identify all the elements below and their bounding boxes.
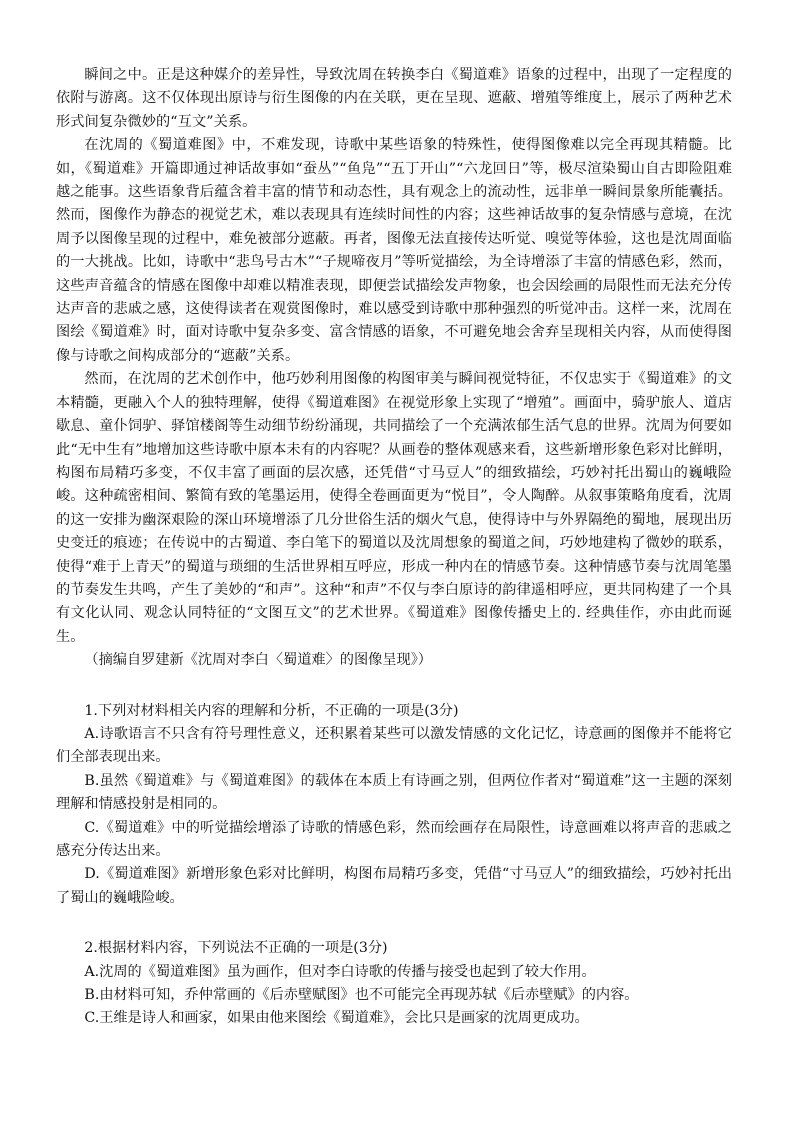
option-b: B.由材料可知，乔仲常画的《后赤壁赋图》也不可能完全再现苏轼《后赤壁赋》的内容。 bbox=[84, 987, 639, 1004]
option-c: C.王维是诗人和画家，如果由他来图绘《蜀道难》，会比只是画家的沈周更成功。 bbox=[84, 1010, 589, 1027]
article-source: （摘编自罗建新《沈周对李白〈蜀道难〉的图像呈现》） bbox=[84, 652, 432, 669]
spacer bbox=[56, 673, 732, 700]
article-paragraph-2: 在沈周的《蜀道难图》中，不难发现，诗歌中某些语象的特殊性，使得图像难以完全再现其精髓。比如，《蜀道难》开篇即通过神话故事如“蚕丛”“鱼凫”“五丁开山”“六龙回日”等，极尽渲染蜀山自古即险阻难越之能事。这些语象背后蕴含着丰富的情节和动态性，具有观念上的流动性，远非单一瞬间景象所能囊括。然而，图像作为静态的视觉艺术，难以表现具有连续时间性的内容；这些神话故事的复杂情感与意境，在沈周予以图像呈现的过程中，难免被部分遮蔽。再者，图像无法直接传达听觉、嗅觉等体验，这也是沈周面临的一大挑战。比如，诗歌中“悲鸟号古木”“子规啼夜月”等听觉描绘，为全诗增添了丰富的情感色彩，然而，这些声音蕴含的情感在图像中却难以精准表现，即便尝试描绘发声物象，也会因绘画的局限性而无法充分传达声音的悲戚之感，这使得读者在观赏图像时，难以感受到诗歌中那种强烈的听觉冲击。这样一来，沈周在图绘《蜀道难》时，面对诗歌中复杂多变、富含情感的语象，不可避免地会舍弃呈现相关内容，从而使得图像与诗歌之间构成部分的“遮蔽”关系。 bbox=[56, 137, 732, 364]
option-a: A.诗歌语言不只含有符号理性意义，还积累着某些可以激发情感的文化记忆，诗意画的图像并不能将它们全部表现出来。 bbox=[56, 725, 732, 766]
option-c: C.《蜀道难》中的听觉描绘增添了诗歌的情感色彩，然而绘画存在局限性，诗意画难以将声音的悲戚之感充分传达出来。 bbox=[56, 819, 732, 859]
article-paragraph-3: 然而，在沈周的艺术创作中，他巧妙利用图像的构图审美与瞬间视觉特征，不仅忠实于《蜀道难》的文本精髓，更融入个人的独特理解，使得《蜀道难图》在视觉形象上实现了“增殖”。画面中，骑驴旅人、道店歇息、童仆饲驴、驿馆楼阁等生动细节纷纷涌现，共同描绘了一个充满浓郁生活气息的世界。沈周为何要如此“无中生有”地增加这些诗歌中原本未有的内容呢？从画卷的整体观感来看，这些新增形象色彩对比鲜明，构图布局精巧多变，不仅丰富了画面的层次感，还凭借“寸马豆人”的细致描绘，巧妙衬托出蜀山的巍峨险峻。这种疏密相间、繁简有致的笔墨运用，使得全卷画面更为“悦目”，令人陶醉。从叙事策略角度看，沈周的这一安排为幽深艰险的深山环境增添了几分世俗生活的烟火气息，使得诗中与外界隔绝的蜀地，展现出历史变迁的痕迹；在传说中的古蜀道、李白笔下的蜀道以及沈周想象的蜀道之间，巧妙地建构了微妙的联系，使得“难于上青天”的蜀道与琐细的生活世界相互呼应，形成一种内在的情感节奏。这种情感节奏与沈周笔墨的节奏发生共鸣，产生了美妙的“和声”。这种“和声”不仅与李白原诗的韵律遥相呼应，更共同构建了一个具有文化认同、观念认同特征的“文图互文”的艺术世界。《蜀道难》图像传播史上的. 经典佳作，亦由此而诞生。 bbox=[56, 371, 732, 645]
question-1 bbox=[56, 700, 732, 911]
question-2 bbox=[56, 937, 732, 1031]
option-d: D.《蜀道难图》新增形象色彩对比鲜明，构图布局精巧多变，凭借“寸马豆人”的细致描绘，巧妙衬托出了蜀山的巍峨险峻。 bbox=[56, 866, 732, 906]
article-paragraph-1: 瞬间之中。正是这种媒介的差异性，导致沈周在转换李白《蜀道难》语象的过程中，出现了一定程度的依附与游离。这不仅体现出原诗与衍生图像的内在关联，更在呈现、遮蔽、增殖等维度上，展示了两种艺术形式间复杂微妙的“互文”关系。 bbox=[56, 67, 732, 130]
option-a: A.沈周的《蜀道难图》虽为画作，但对李白诗歌的传播与接受也起到了较大作用。 bbox=[84, 963, 596, 980]
option-b: B.虽然《蜀道难》与《蜀道难图》的载体在本质上有诗画之别，但两位作者对“蜀道难”这一主题的深刻理解和情感投射是相同的。 bbox=[56, 772, 732, 813]
question-stem: 1.下列对材料相关内容的理解和分析，不正确的一项是(3分) bbox=[84, 702, 459, 719]
question-stem: 2.根据材料内容，下列说法不正确的一项是(3分) bbox=[84, 940, 388, 957]
spacer bbox=[56, 910, 732, 937]
document-page bbox=[56, 64, 732, 1031]
